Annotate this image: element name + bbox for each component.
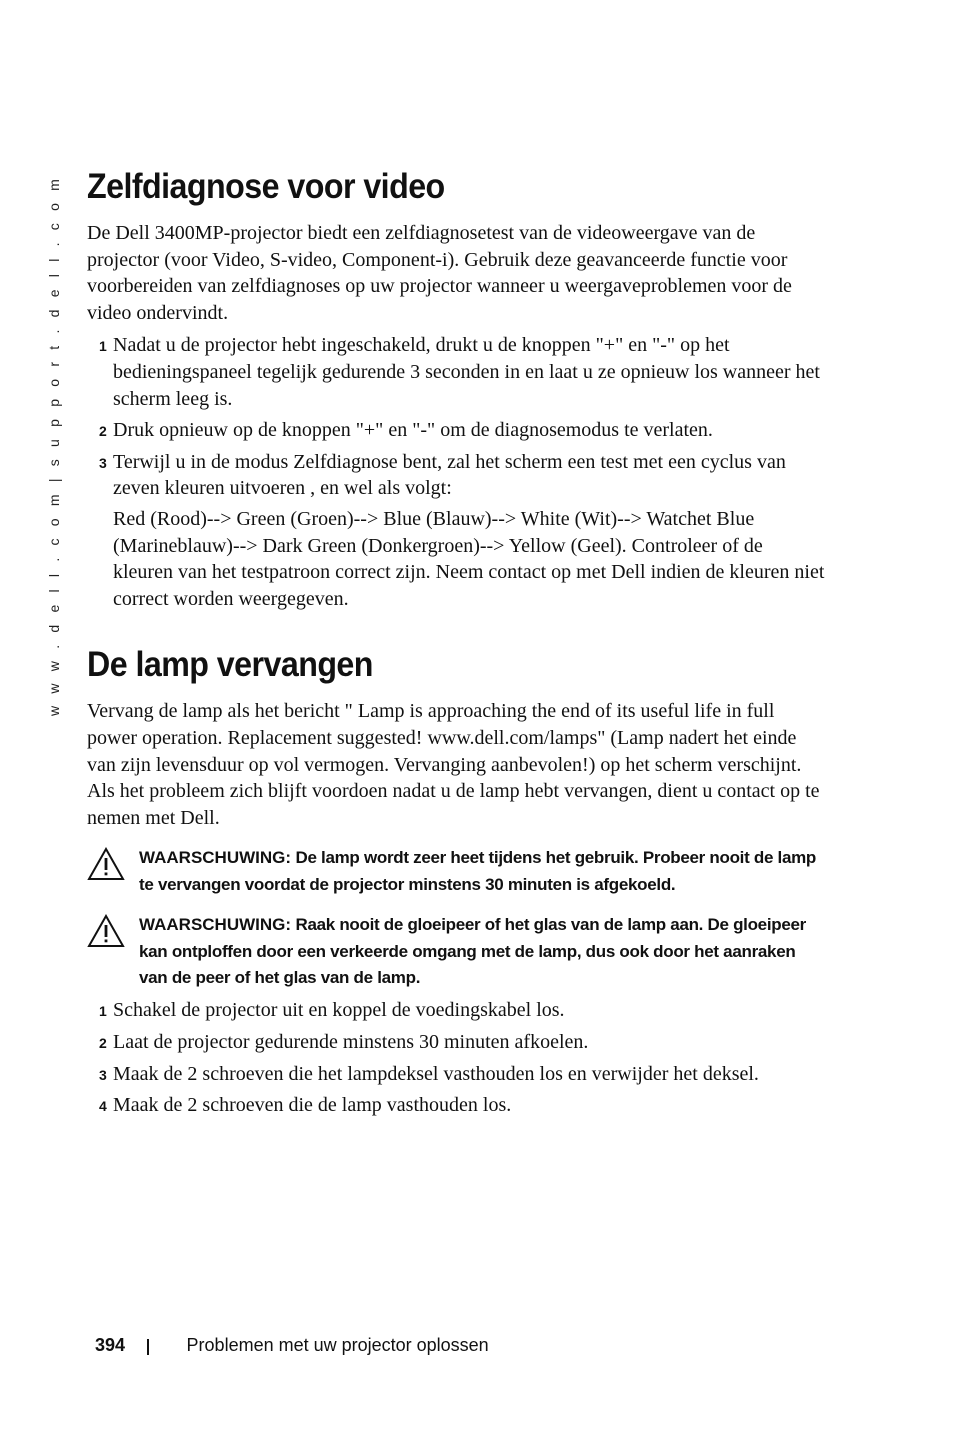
step-number: 3 (99, 454, 107, 471)
list-item (87, 1029, 827, 1056)
diagnose-steps (87, 332, 827, 612)
step-text: Maak de 2 schroeven die de lamp vasthouden los. (113, 1094, 512, 1117)
step-number: 1 (99, 1003, 107, 1020)
color-cycle-note: Red (Rood)--> Green (Groen)--> Blue (Blauw)--> White (Wit)--> Watchet Blue (Marineblauw)--> Dark Green (Donkergroen)--> Yellow (Geel). Controleer of de kleuren van het testpatroon correct zijn. Neem contact op met Dell indien de kleuren niet correct worden weergegeven. (113, 507, 825, 610)
step-number: 2 (99, 423, 107, 440)
step-number: 2 (99, 1034, 107, 1051)
lamp-steps (87, 997, 827, 1118)
section-title-zelfdiagnose: Zelfdiagnose voor video (87, 167, 445, 206)
warning-note (87, 912, 827, 991)
step-text: Laat de projector gedurende minstens 30 minuten afkoelen. (113, 1030, 589, 1053)
step-number: 3 (99, 1066, 107, 1083)
step-number: 4 (99, 1098, 107, 1115)
page-content (87, 160, 827, 1124)
page-number: 394 (95, 1335, 126, 1355)
list-item (87, 332, 827, 412)
list-item (87, 1061, 827, 1088)
list-item (87, 997, 827, 1024)
warning-label: WAARSCHUWING: (139, 848, 292, 868)
step-text: Nadat u de projector hebt ingeschakeld, drukt u de knoppen "+" en "-" op het bedieningspaneel tegelijk gedurende 3 seconden in en laat u ze opnieuw los wanneer het scherm leeg is. (113, 334, 820, 410)
warning-triangle-icon (87, 914, 125, 948)
warning-note (87, 845, 827, 898)
section-intro: Vervang de lamp als het bericht " Lamp is approaching the end of its useful life in full power operation. Replacement suggested! www.dell.com/lamps" (Lamp nadert het einde van zijn levensduur op vol vermogen. Vervanging aanbevolen!) op het scherm verschijnt. Als het probleem zich blijft voordoen nadat u de lamp hebt vervangen, dient u contact op te nemen met Dell. (87, 700, 820, 829)
warning-text: Raak nooit de gloeipeer of het glas van de lamp aan. De gloeipeer kan ontploffen door een verkeerde omgang met de lamp, dus ook door het aanraken van de peer of het glas van de lamp. (139, 915, 806, 987)
side-url: w w w . d e l l . c o m | s u p p o r t . d e l l . c o m (46, 175, 62, 717)
footer-divider (147, 1339, 149, 1355)
warning-text: De lamp wordt zeer heet tijdens het gebruik. Probeer nooit de lamp te vervangen voordat de projector minstens 30 minuten is afgekoeld. (139, 848, 817, 894)
section-intro: De Dell 3400MP-projector biedt een zelfdiagnosetest van de videoweergave van de projector (voor Video, S-video, Component-i). Gebruik deze geavanceerde functie voor voorbereiden van zelfdiagnoses op uw projector wanneer u weergaveproblemen voor de video ondervindt. (87, 222, 792, 324)
step-number: 1 (99, 338, 107, 355)
warning-triangle-icon (87, 847, 125, 881)
list-item (87, 449, 827, 613)
chapter-title: Problemen met uw projector oplossen (186, 1335, 489, 1355)
page-footer (95, 1335, 489, 1356)
warning-label: WAARSCHUWING: (139, 915, 292, 935)
step-text: Schakel de projector uit en koppel de voedingskabel los. (113, 999, 565, 1022)
step-text: Terwijl u in de modus Zelfdiagnose bent, zal het scherm een test met een cyclus van zeven kleuren uitvoeren , en wel als volgt: (113, 450, 786, 500)
step-text: Maak de 2 schroeven die het lampdeksel vasthouden los en verwijder het deksel. (113, 1062, 759, 1085)
section-title-lamp: De lamp vervangen (87, 645, 373, 685)
list-item (87, 417, 827, 444)
step-text: Druk opnieuw op de knoppen "+" en "-" om de diagnosemodus te verlaten. (113, 419, 713, 442)
list-item (87, 1092, 827, 1119)
